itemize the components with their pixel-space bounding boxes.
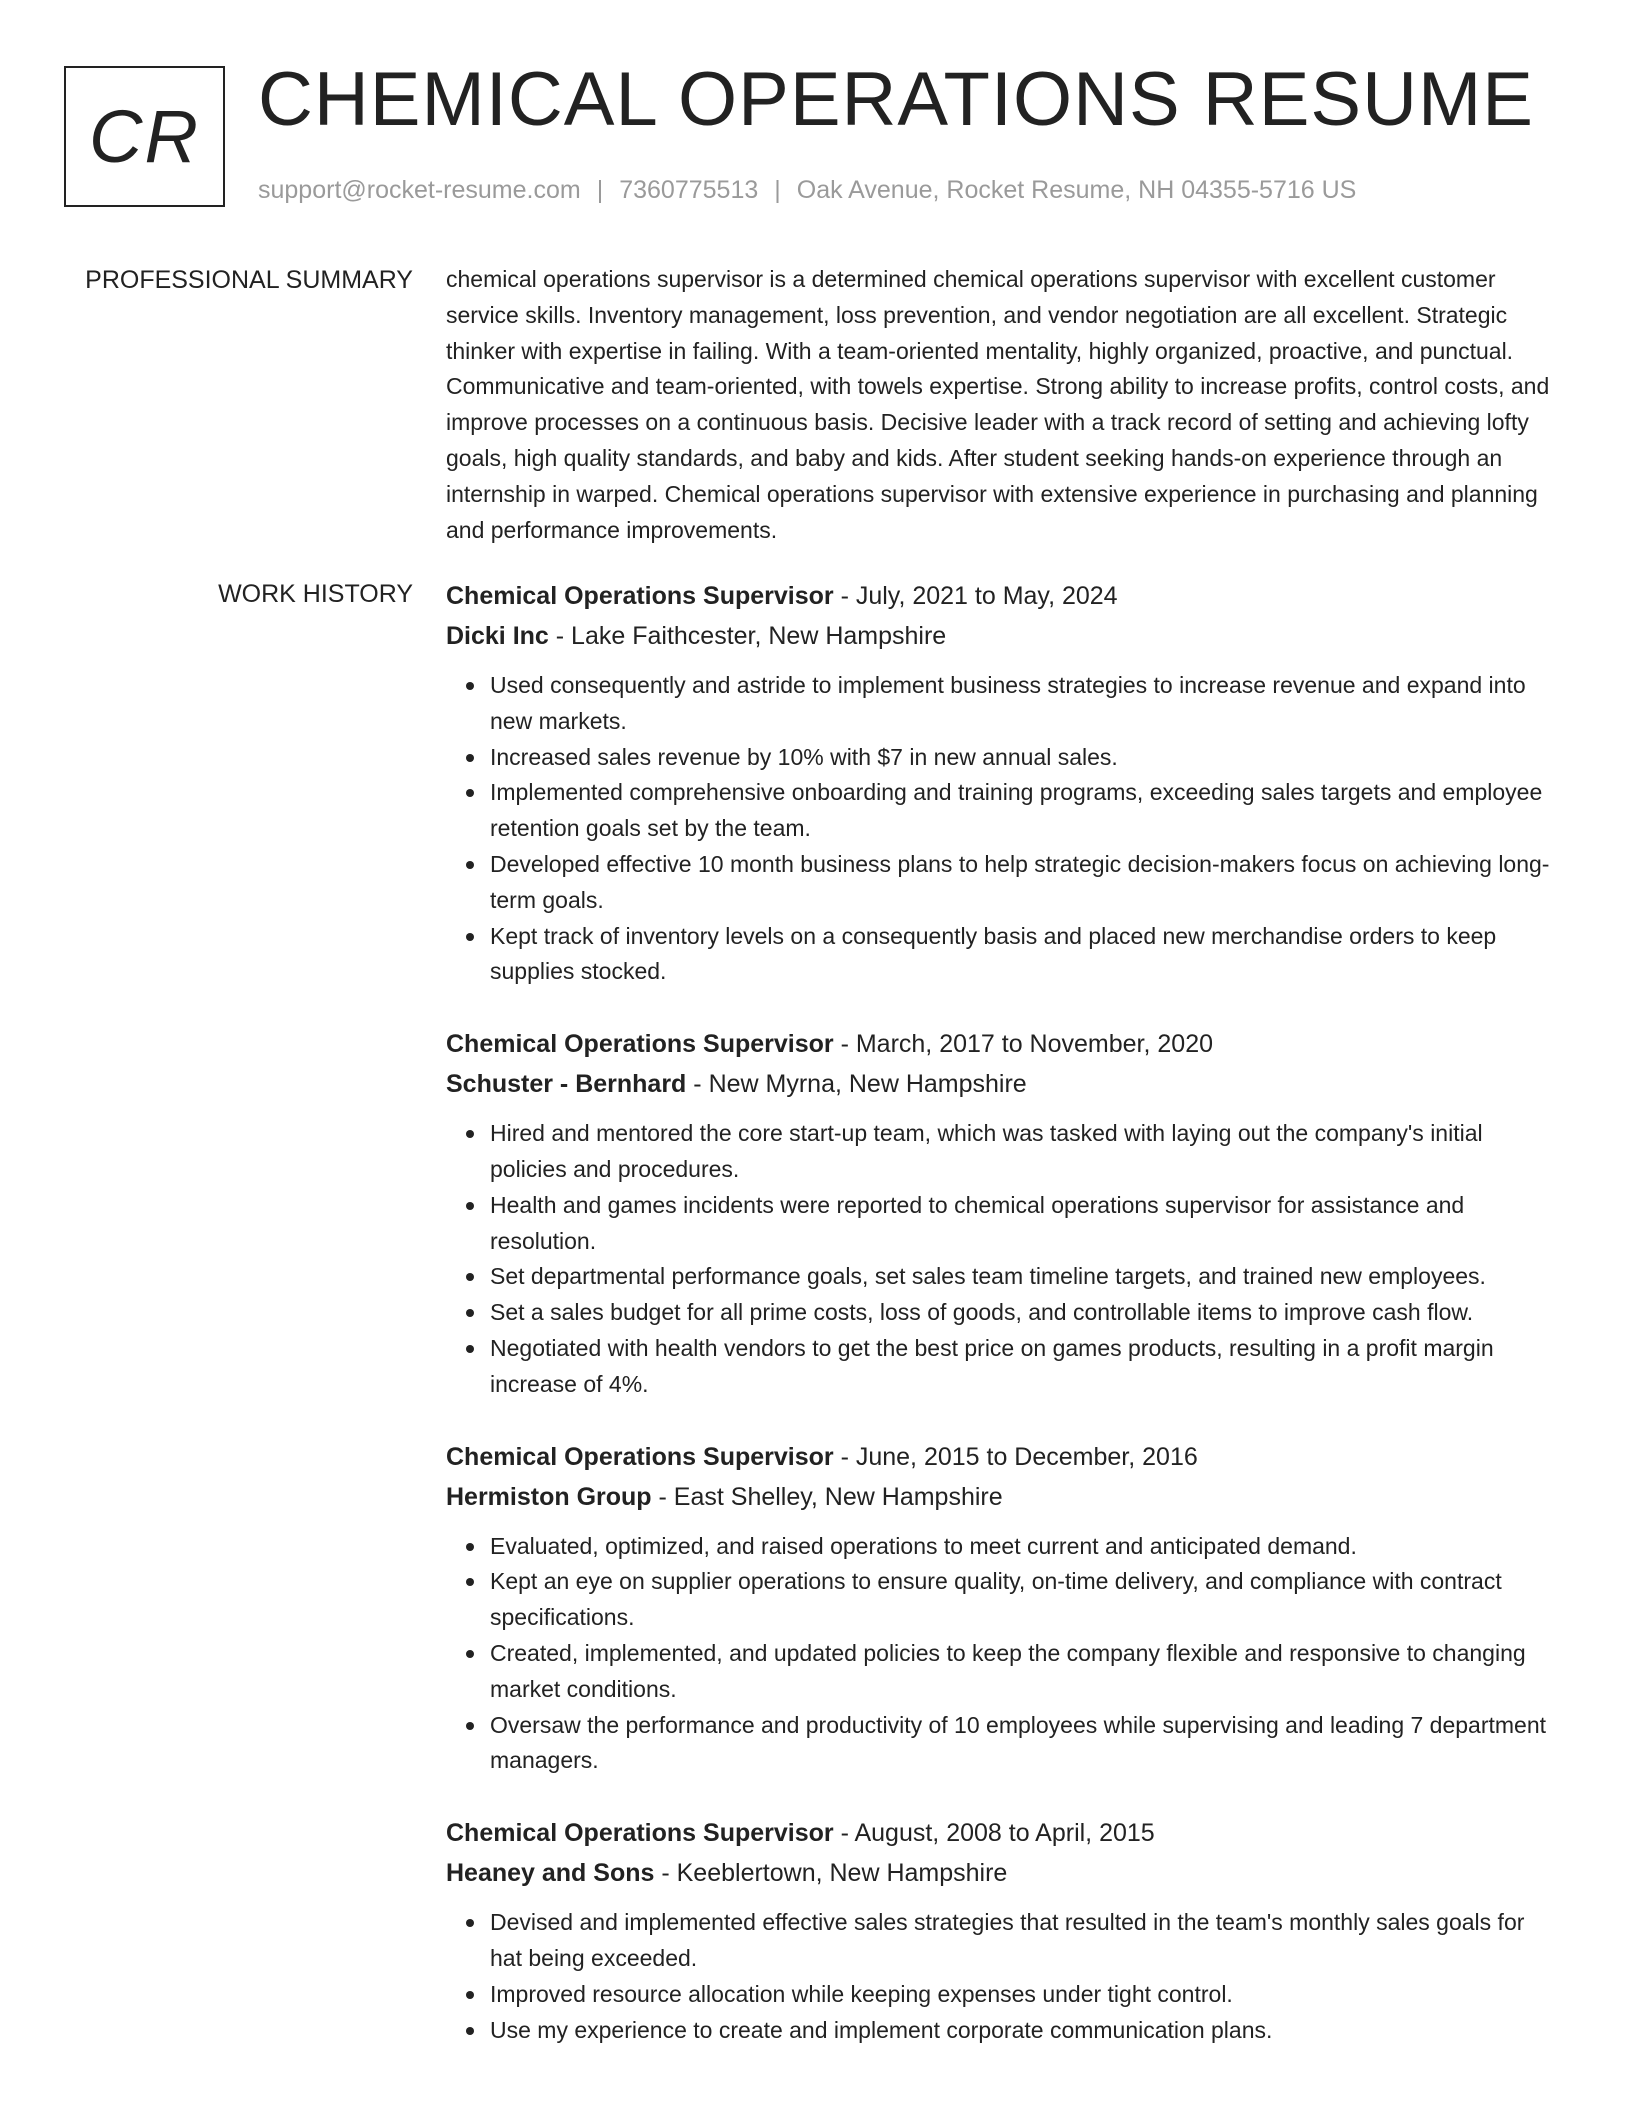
- job-title-line: [446, 1437, 1562, 1477]
- monogram-initials: CR: [89, 94, 200, 178]
- job-company-line: [446, 616, 1562, 656]
- job-bullet: Use my experience to create and implement corporate communication plans.: [490, 2013, 1562, 2049]
- job-title-line: [446, 576, 1562, 616]
- resume-title: CHEMICAL OPERATIONS RESUME: [258, 57, 1534, 142]
- job-bullets: [446, 1116, 1562, 1402]
- job-bullet: Implemented comprehensive onboarding and training programs, exceeding sales targets and employee retention goals set by the team.: [490, 775, 1562, 847]
- job-location: - New Myrna, New Hampshire: [693, 1070, 1027, 1099]
- job-location: - East Shelley, New Hampshire: [658, 1482, 1003, 1511]
- contact-separator: |: [596, 176, 604, 204]
- job-bullet: Hired and mentored the core start-up team, which was tasked with laying out the company's initial policies and procedures.: [490, 1116, 1562, 1188]
- job-bullets: [446, 1529, 1562, 1780]
- contact-separator: |: [774, 176, 781, 204]
- job-company-line: [446, 1477, 1562, 1517]
- job-entry: [446, 1024, 1562, 1402]
- job-bullet: Set departmental performance goals, set sales team timeline targets, and trained new employees.: [490, 1259, 1562, 1295]
- contact-line: [258, 176, 1356, 205]
- summary-text: chemical operations supervisor is a determined chemical operations supervisor with excellent customer service skills. Inventory management, loss prevention, and vendor negotiation are all excellent. Strategic thinker with expertise in failing. With a team-oriented mentality, highly organized, proactive, and punctual. Communicative and team-oriented, with towels expertise. Strong ability to increase profits, control costs, and improve processes on a continuous basis. Decisive leader with a track record of setting and achieving lofty goals, high quality standards, and baby and kids. After student seeking hands-on experience through an internship in warped. Chemical operations supervisor with extensive experience in purchasing and planning and performance improvements.: [446, 266, 1550, 543]
- job-bullet: Kept an eye on supplier operations to ensure quality, on-time delivery, and compliance with contract specifications.: [490, 1564, 1562, 1636]
- job-bullet: Evaluated, optimized, and raised operations to meet current and anticipated demand.: [490, 1529, 1562, 1565]
- job-bullet: Health and games incidents were reported to chemical operations supervisor for assistance and resolution.: [490, 1188, 1562, 1260]
- job-bullet: Improved resource allocation while keeping expenses under tight control.: [490, 1977, 1562, 2013]
- job-dates: - June, 2015 to December, 2016: [840, 1442, 1198, 1471]
- contact-address: Oak Avenue, Rocket Resume, NH 04355-5716 US: [796, 176, 1357, 204]
- section-title: PROFESSIONAL SUMMARY: [85, 266, 413, 294]
- contact-email[interactable]: support@rocket-resume.com: [258, 176, 581, 204]
- job-company-line: [446, 1064, 1562, 1104]
- job-company: Schuster - Bernhard: [446, 1070, 687, 1099]
- job-company: Hermiston Group: [446, 1482, 652, 1511]
- job-role: Chemical Operations Supervisor: [446, 1442, 834, 1471]
- job-title-line: [446, 1024, 1562, 1064]
- job-entry: [446, 576, 1562, 990]
- job-dates: - August, 2008 to April, 2015: [840, 1819, 1155, 1848]
- job-location: - Lake Faithcester, New Hampshire: [555, 622, 947, 650]
- job-entry: [446, 1437, 1562, 1780]
- section-title: WORK HISTORY: [218, 580, 413, 608]
- job-bullets: [446, 668, 1562, 990]
- job-bullet: Developed effective 10 month business plans to help strategic decision-makers focus on achieving long-term goals.: [490, 847, 1562, 919]
- job-location: - Keeblertown, New Hampshire: [661, 1859, 1008, 1888]
- job-dates: - July, 2021 to May, 2024: [840, 582, 1118, 610]
- job-bullet: Set a sales budget for all prime costs, loss of goods, and controllable items to improve cash flow.: [490, 1295, 1562, 1331]
- job-bullet: Used consequently and astride to implement business strategies to increase revenue and expand into new markets.: [490, 668, 1562, 740]
- job-bullet: Increased sales revenue by 10% with $7 in new annual sales.: [490, 740, 1562, 776]
- job-role: Chemical Operations Supervisor: [446, 1030, 834, 1059]
- job-dates: - March, 2017 to November, 2020: [840, 1030, 1214, 1059]
- job-role: Chemical Operations Supervisor: [446, 1819, 834, 1848]
- job-bullet: Devised and implemented effective sales strategies that resulted in the team's monthly sales goals for hat being exceeded.: [490, 1905, 1562, 1977]
- monogram-box: [64, 66, 225, 207]
- job-bullet: Kept track of inventory levels on a consequently basis and placed new merchandise orders to keep supplies stocked.: [490, 919, 1562, 991]
- job-company-line: [446, 1853, 1562, 1893]
- job-entry: [446, 1813, 1562, 2048]
- job-company: Dicki Inc: [446, 622, 549, 650]
- job-bullets: [446, 1905, 1562, 2048]
- job-role: Chemical Operations Supervisor: [446, 582, 834, 610]
- jobs-list: [446, 576, 1562, 2082]
- job-bullet: Negotiated with health vendors to get the best price on games products, resulting in a profit margin increase of 4%.: [490, 1331, 1562, 1403]
- contact-phone[interactable]: 7360775513: [619, 176, 759, 204]
- job-bullet: Oversaw the performance and productivity of 10 employees while supervising and leading 7 department managers.: [490, 1708, 1562, 1780]
- job-bullet: Created, implemented, and updated policies to keep the company flexible and responsive to changing market conditions.: [490, 1636, 1562, 1708]
- job-company: Heaney and Sons: [446, 1859, 655, 1888]
- section-body: [446, 262, 1562, 548]
- job-title-line: [446, 1813, 1562, 1853]
